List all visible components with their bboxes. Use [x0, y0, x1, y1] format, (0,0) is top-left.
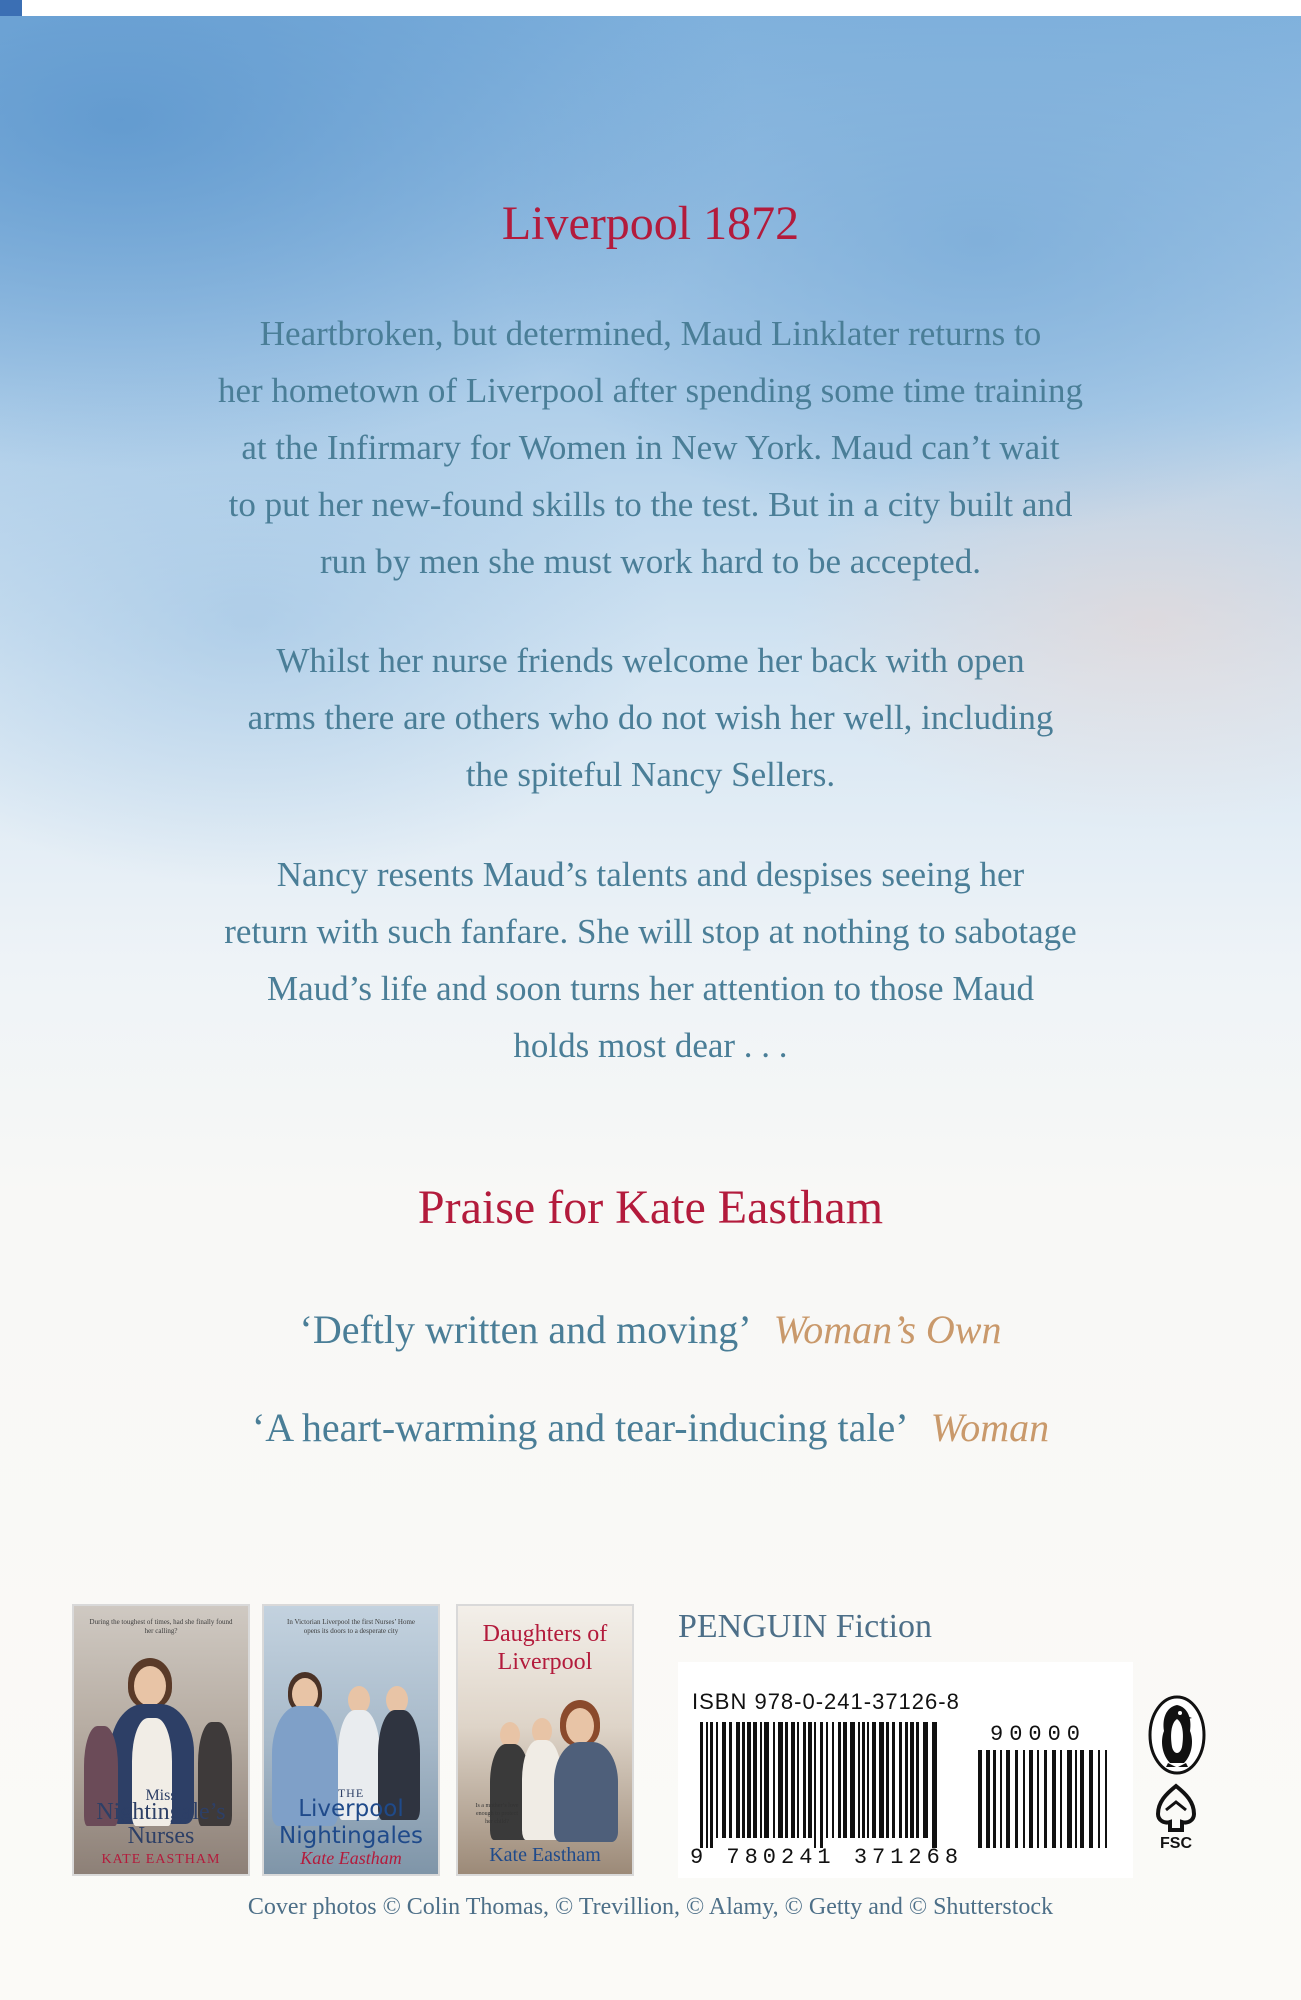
quote-text: ‘A heart-warming and tear-inducing tale’	[251, 1405, 909, 1450]
synopsis-line: run by men she must work hard to be accepted.	[320, 542, 981, 581]
barcode-bar	[1067, 1750, 1072, 1848]
synopsis-paragraph-1	[130, 305, 1171, 590]
barcode-bar	[747, 1722, 751, 1838]
praise-quote-1	[0, 1306, 1301, 1353]
barcode-bar	[764, 1722, 769, 1838]
barcode-bar	[760, 1722, 762, 1838]
barcode-bar	[716, 1722, 718, 1838]
book-author: Kate Eastham	[489, 1844, 601, 1866]
barcode-bar	[773, 1722, 775, 1838]
praise-quote-2	[0, 1404, 1301, 1451]
barcode-bar	[826, 1722, 828, 1838]
barcode-bar	[858, 1722, 860, 1838]
barcode-bar	[1060, 1750, 1062, 1848]
barcode-bar	[899, 1722, 902, 1838]
barcode-bar	[722, 1722, 726, 1838]
barcode-bar	[905, 1722, 908, 1838]
synopsis-line: Heartbroken, but determined, Maud Linklater returns to	[259, 314, 1042, 353]
barcode-bar	[932, 1722, 937, 1848]
barcode-bar	[1075, 1750, 1077, 1848]
figure-head	[566, 1708, 594, 1744]
barcode-bar	[820, 1722, 823, 1848]
book-tagline: Is a mother’s love enough to protect her child?	[475, 1803, 519, 1825]
barcode-bar	[808, 1722, 812, 1838]
barcode-bar	[838, 1722, 841, 1838]
barcode-bar	[736, 1722, 740, 1838]
barcode-bar	[803, 1722, 806, 1838]
figure-head	[134, 1666, 166, 1706]
quote-source: Woman	[930, 1405, 1050, 1450]
barcode-bar	[1098, 1750, 1100, 1848]
barcode-bar	[843, 1722, 847, 1838]
book-blurb: In Victorian Liverpool the first Nurses’ Home opens its doors to a desperate city	[286, 1618, 415, 1635]
synopsis-line: at the Infirmary for Women in New York. Maud can’t wait	[241, 428, 1060, 467]
book-blurb: During the toughest of times, had she finally found her calling?	[89, 1618, 233, 1635]
book-title-small: Miss	[145, 1787, 177, 1804]
barcode-bar	[1015, 1750, 1018, 1848]
book-title: Liverpool Nightingales	[279, 1796, 423, 1849]
book-title: Daughters of Liverpool	[482, 1621, 608, 1675]
barcode-bar	[1006, 1750, 1010, 1848]
synopsis-line: the spiteful Nancy Sellers.	[465, 755, 836, 794]
book-author: KATE EASTHAM	[101, 1852, 221, 1867]
barcode-bar	[923, 1722, 928, 1838]
barcode-bar	[742, 1722, 745, 1838]
book-title: Nightingale’s Nurses	[96, 1799, 226, 1849]
synopsis-paragraph-3	[130, 846, 1171, 1074]
book-thumbnail-miss-nightingales-nurses	[72, 1604, 250, 1876]
barcode-bar	[867, 1722, 869, 1838]
quote-text: ‘Deftly written and moving’	[299, 1307, 752, 1352]
barcode-bar	[778, 1722, 783, 1838]
barcode-bar	[1029, 1750, 1033, 1848]
barcode-bar	[892, 1722, 895, 1838]
barcode-bar	[1037, 1750, 1039, 1848]
isbn-text: ISBN 978-0-241-37126-8	[692, 1689, 960, 1714]
barcode-bar	[729, 1722, 732, 1838]
barcode-bar	[1052, 1750, 1056, 1848]
barcode-bar	[850, 1722, 855, 1838]
barcode-bar	[910, 1722, 914, 1838]
synopsis-line: Whilst her nurse friends welcome her back with open	[276, 641, 1025, 680]
top-edge-strip	[22, 0, 1301, 16]
barcode-bar	[1000, 1750, 1002, 1848]
synopsis-line: Maud’s life and soon turns her attention to those Maud	[267, 969, 1034, 1008]
barcode-bar	[993, 1750, 996, 1848]
barcode-bar	[700, 1722, 703, 1848]
figure-body	[554, 1742, 618, 1842]
synopsis-line: to put her new-found skills to the test. But in a city built and	[228, 485, 1073, 524]
cover-heading: Liverpool 1872	[501, 197, 800, 250]
barcode-bar	[797, 1722, 799, 1838]
publisher-imprint: PENGUIN Fiction	[678, 1608, 933, 1645]
barcode-bar	[986, 1750, 990, 1848]
fsc-logo-icon	[1148, 1780, 1204, 1852]
barcode-bar	[1080, 1750, 1084, 1848]
barcode-bar	[814, 1722, 816, 1848]
barcode-bar	[785, 1722, 788, 1838]
synopsis-line: holds most dear . . .	[513, 1026, 788, 1065]
barcode-bar	[879, 1722, 884, 1838]
praise-heading: Praise for Kate Eastham	[417, 1181, 884, 1234]
book-thumbnail-daughters-of-liverpool	[456, 1604, 634, 1876]
cover-photo-credits: Cover photos © Colin Thomas, © Trevillion, © Alamy, © Getty and © Shutterstock	[247, 1894, 1054, 1920]
barcode-bar	[1023, 1750, 1025, 1848]
synopsis-line: return with such fanfare. She will stop at nothing to sabotage	[224, 912, 1077, 951]
barcode-bar	[978, 1750, 982, 1848]
synopsis-line: her hometown of Liverpool after spending some time training	[217, 371, 1084, 410]
barcode-bar	[916, 1722, 919, 1838]
price-code: 90000	[990, 1722, 1087, 1747]
fsc-label: FSC	[1160, 1835, 1192, 1852]
penguin-logo-icon	[1148, 1695, 1206, 1775]
synopsis-line: Nancy resents Maud’s talents and despises seeing her	[276, 855, 1025, 894]
book-thumbnail-liverpool-nightingales	[262, 1604, 440, 1876]
barcode-bar	[1105, 1750, 1107, 1848]
barcode-bar	[791, 1722, 795, 1838]
barcode-bar	[753, 1722, 757, 1838]
quote-source: Woman’s Own	[773, 1307, 1002, 1352]
barcode-bar	[832, 1722, 834, 1838]
barcode-bar	[710, 1722, 713, 1848]
barcode-bar	[872, 1722, 876, 1838]
barcode-bar	[862, 1722, 865, 1838]
top-left-mark	[0, 0, 22, 16]
book-author: Kate Eastham	[300, 1848, 402, 1868]
synopsis-paragraph-2	[130, 632, 1171, 803]
barcode-bar	[1089, 1750, 1093, 1848]
synopsis-line: arms there are others who do not wish her well, including	[247, 698, 1054, 737]
barcode-bar	[1044, 1750, 1047, 1848]
barcode-bar	[886, 1722, 889, 1838]
book-title-small: THE	[337, 1786, 365, 1800]
barcode-bar	[706, 1722, 708, 1848]
barcode-number: 9 780241 371268	[690, 1845, 964, 1870]
